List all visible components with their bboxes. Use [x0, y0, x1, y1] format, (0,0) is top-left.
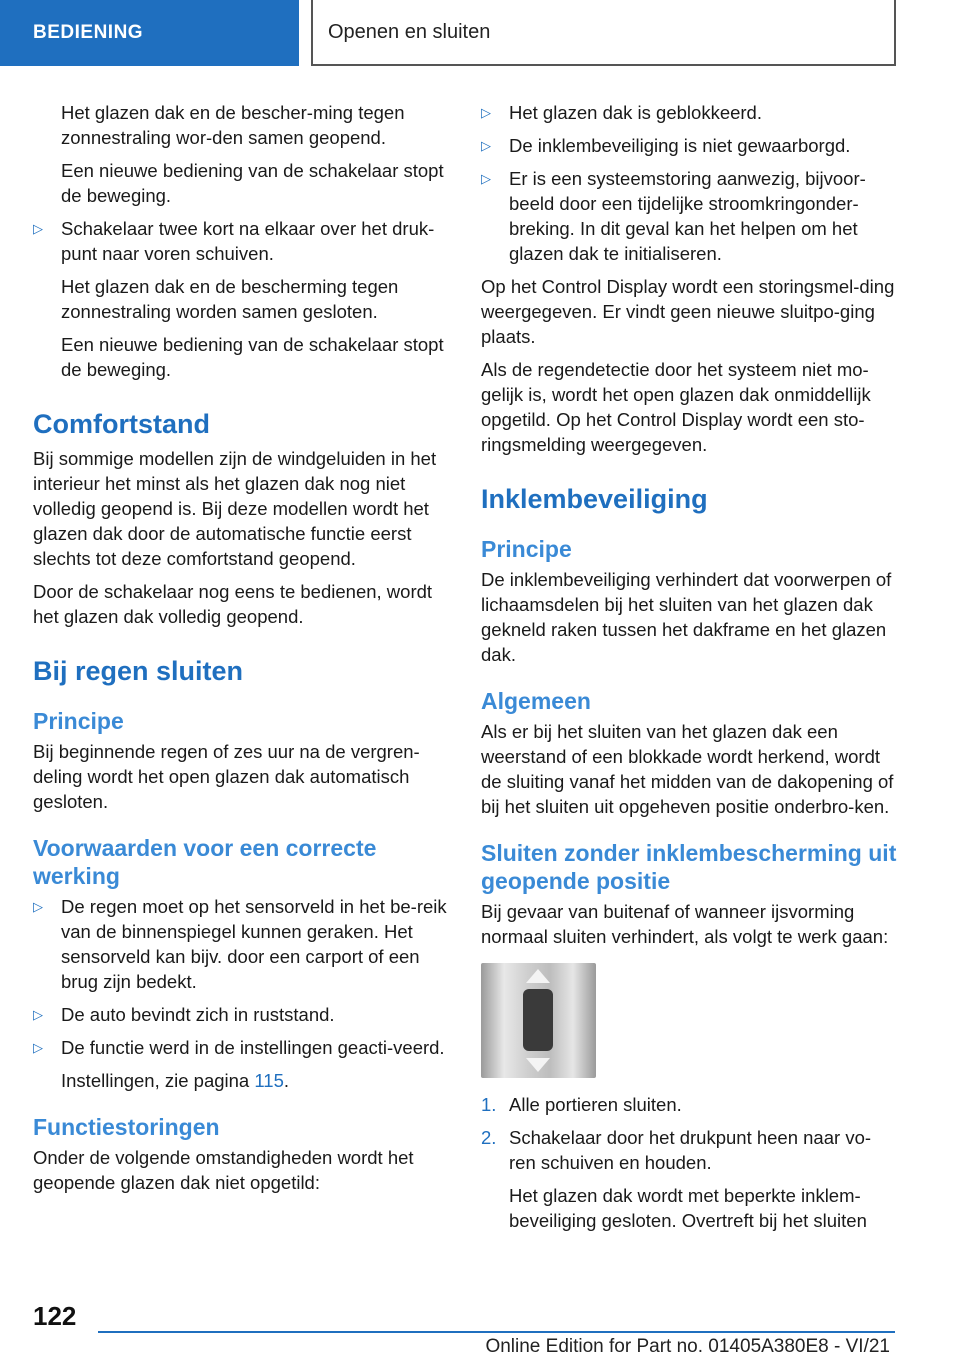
- arrow-up-icon: [526, 969, 550, 983]
- list-item-text: Er is een systeemstoring aanwezig, bijvoor-beeld door een tijdelijke stroomkringonder-breking. In dit geval kan het helpen om het glazen dak te initialiseren.: [509, 168, 866, 264]
- bullet-triangle-icon: ▷: [33, 899, 43, 914]
- chapter-header: [311, 0, 896, 66]
- roof-switch-image: [481, 963, 596, 1078]
- paragraph: Onder de volgende omstandigheden wordt het geopende glazen dak niet opgetild:: [33, 1147, 414, 1193]
- paragraph: Op het Control Display wordt een storingsmel-ding weergegeven. Er vindt geen nieuwe sluitpo-ging plaats.: [481, 276, 895, 347]
- footer-edition: Online Edition for Part no. 01405A380E8 - VI/21: [485, 1336, 890, 1357]
- paragraph: Een nieuwe bediening van de schakelaar stopt de beweging.: [61, 160, 444, 206]
- paragraph: Als er bij het sluiten van het glazen dak een weerstand of een blokkade wordt herkend, wordt de sluiting vanaf het midden van de dakopening of bij het sluiten uit opgeheven positie onderbro-ken.: [481, 721, 894, 817]
- bullet-triangle-icon: ▷: [33, 221, 43, 236]
- list-item: [481, 166, 897, 266]
- bullet-triangle-icon: ▷: [481, 138, 491, 153]
- heading-inklembeveiliging: Inklembeveiliging: [481, 484, 708, 514]
- list-item-text: Het glazen dak is geblokkeerd.: [509, 102, 762, 123]
- list-item-text: De regen moet op het sensorveld in het be-reik van de binnenspiegel kunnen geraken. Het sensorveld kan bijv. door een carport of een brug zijn bedekt.: [61, 896, 447, 992]
- list-item: [481, 100, 897, 125]
- arrow-down-icon: [526, 1058, 550, 1072]
- step-number: 1.: [481, 1094, 497, 1115]
- step-text: Alle portieren sluiten.: [509, 1094, 682, 1115]
- list-item: [33, 894, 448, 994]
- bullet-triangle-icon: ▷: [33, 1040, 43, 1055]
- subheading-sluiten-zonder: Sluiten zonder inklembescherming uit geopende positie: [481, 840, 897, 894]
- heading-comfortstand: Comfortstand: [33, 409, 210, 439]
- switch-knob: [523, 989, 553, 1051]
- subheading-functiestoringen: Functiestoringen: [33, 1114, 220, 1140]
- footer-divider: [98, 1331, 895, 1333]
- subheading-voorwaarden: Voorwaarden voor een correcte werking: [33, 835, 377, 889]
- list-item: [481, 133, 897, 158]
- section-tab: [0, 0, 299, 66]
- subheading-principe: Principe: [481, 536, 572, 562]
- page-link[interactable]: 115: [254, 1070, 284, 1091]
- paragraph: Bij gevaar van buitenaf of wanneer ijsvorming normaal sluiten verhindert, als volgt te werk gaan:: [481, 901, 889, 947]
- list-item: [33, 216, 448, 382]
- bullet-triangle-icon: ▷: [481, 171, 491, 186]
- bullet-triangle-icon: ▷: [481, 105, 491, 120]
- paragraph: Als de regendetectie door het systeem niet mo-gelijk is, wordt het open glazen dak onmiddellijk opgetild. Op het Control Display wordt een sto-ringsmelding weergegeven.: [481, 359, 871, 455]
- step-number: 2.: [481, 1127, 497, 1148]
- paragraph: Bij sommige modellen zijn de windgeluiden in het interieur het minst als het glazen dak nog niet volledig geopend is. Bij deze modellen wordt het glazen dak door de automatische functie eerst slechts tot deze comfortstand geopend.: [33, 448, 437, 569]
- paragraph: Door de schakelaar nog eens te bedienen, wordt het glazen dak volledig geopend.: [33, 581, 433, 627]
- step-item: [481, 1092, 897, 1117]
- page-number: 122: [33, 1301, 77, 1331]
- list-item-subtext: Een nieuwe bediening van de schakelaar stopt de beweging.: [61, 334, 444, 380]
- list-item-text: De functie werd in de instellingen geacti-veerd.: [61, 1037, 445, 1058]
- paragraph: Bij beginnende regen of zes uur na de vergren-deling wordt het open glazen dak automatisch gesloten.: [33, 741, 420, 812]
- chapter-title: Openen en sluiten: [328, 20, 491, 43]
- list-item-text: De inklembeveiliging is niet gewaarborgd.: [509, 135, 851, 156]
- subheading-algemeen: Algemeen: [481, 688, 591, 714]
- reference-text: Instellingen, zie pagina: [61, 1070, 250, 1091]
- bullet-triangle-icon: ▷: [33, 1007, 43, 1022]
- step-item: [481, 1125, 897, 1233]
- subheading-principe: Principe: [33, 708, 124, 734]
- paragraph: Het glazen dak en de bescher-ming tegen zonnestraling wor-den samen geopend.: [61, 102, 405, 148]
- section-label: BEDIENING: [33, 22, 144, 43]
- list-item-text: Schakelaar twee kort na elkaar over het druk-punt naar voren schuiven.: [61, 218, 435, 264]
- right-column: [481, 100, 897, 1241]
- step-subtext: Het glazen dak wordt met beperkte inklem-beveiliging gesloten. Overtreft bij het sluiten: [509, 1185, 867, 1231]
- list-item: [33, 1035, 448, 1093]
- reference-suffix: .: [283, 1070, 289, 1091]
- left-column: [33, 100, 448, 1203]
- paragraph: De inklembeveiliging verhindert dat voorwerpen of lichaamsdelen bij het sluiten van het glazen dak gekneld raken tussen het dakframe en het glazen dak.: [481, 569, 892, 665]
- list-item-subtext: Het glazen dak en de bescherming tegen zonnestraling worden samen gesloten.: [61, 276, 399, 322]
- step-text: Schakelaar door het drukpunt heen naar vo-ren schuiven en houden.: [509, 1127, 872, 1173]
- list-item: [33, 1002, 448, 1027]
- list-item-text: De auto bevindt zich in ruststand.: [61, 1004, 335, 1025]
- heading-bij-regen-sluiten: Bij regen sluiten: [33, 656, 244, 686]
- list-item-subtext: [61, 1068, 448, 1093]
